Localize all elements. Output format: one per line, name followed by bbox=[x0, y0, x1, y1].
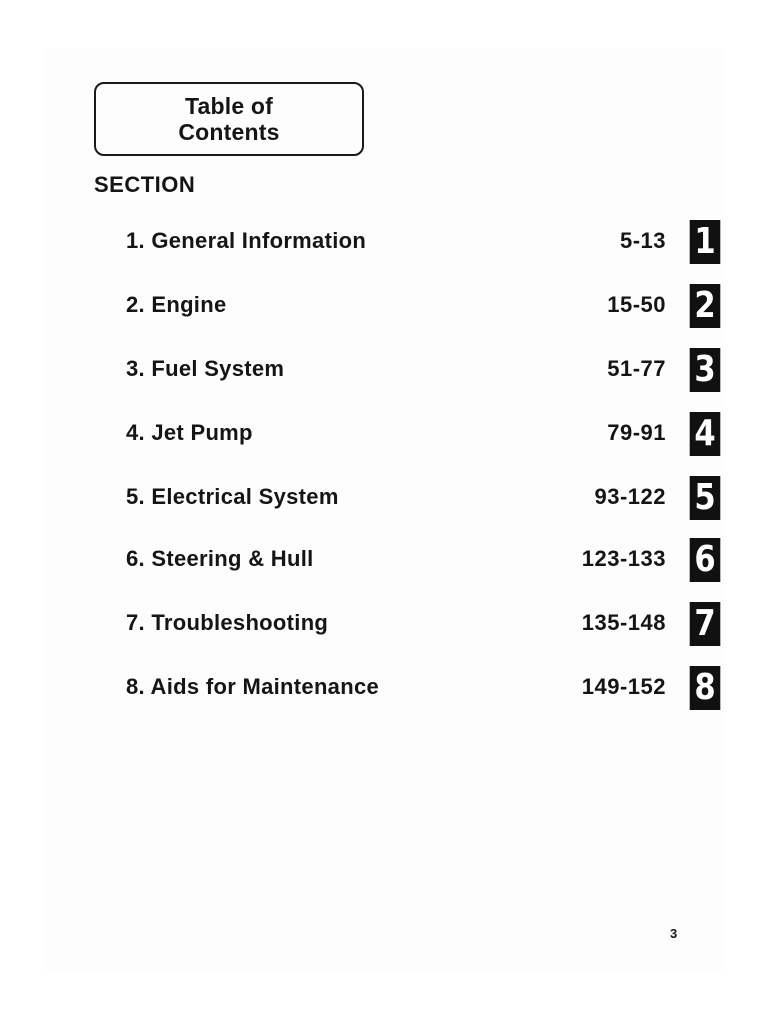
toc-entry-label: 8. Aids for Maintenance bbox=[126, 674, 380, 699]
table-of-contents-title bbox=[154, 93, 304, 145]
toc-entry-electrical-system[interactable] bbox=[0, 476, 768, 520]
section-tab-marker: 4 bbox=[690, 412, 721, 456]
toc-entry-jet-pump[interactable] bbox=[0, 412, 768, 456]
toc-entry-pages: 15-50 bbox=[607, 292, 666, 317]
toc-entry-pages: 5-13 bbox=[619, 228, 666, 253]
section-tab-marker: 1 bbox=[690, 220, 721, 264]
title-line-1: Table of bbox=[184, 93, 274, 119]
toc-entry-label: 5. Electrical System bbox=[126, 484, 339, 509]
toc-entry-steering-hull[interactable] bbox=[0, 538, 768, 582]
toc-entry-label: 1. General Information bbox=[126, 228, 367, 253]
toc-entry-pages: 79-91 bbox=[607, 420, 666, 445]
section-tab-marker: 5 bbox=[690, 476, 721, 520]
section-tab-marker: 7 bbox=[690, 602, 721, 646]
toc-entry-general-information[interactable] bbox=[0, 220, 768, 264]
section-tab-marker: 6 bbox=[690, 538, 721, 582]
table-of-contents-title-box bbox=[94, 82, 364, 156]
section-tab-marker: 3 bbox=[690, 348, 721, 392]
toc-entry-label: 4. Jet Pump bbox=[126, 420, 253, 445]
toc-entry-pages: 149-152 bbox=[581, 674, 666, 699]
toc-entry-label: 7. Troubleshooting bbox=[126, 610, 329, 635]
toc-entry-troubleshooting[interactable] bbox=[0, 602, 768, 646]
toc-entry-engine[interactable] bbox=[0, 284, 768, 328]
toc-entry-fuel-system[interactable] bbox=[0, 348, 768, 392]
toc-entry-label: 6. Steering & Hull bbox=[126, 546, 314, 571]
toc-entry-label: 2. Engine bbox=[126, 292, 227, 317]
toc-entry-pages: 51-77 bbox=[607, 356, 666, 381]
toc-entry-aids-for-maintenance[interactable] bbox=[0, 666, 768, 710]
page-number: 3 bbox=[670, 926, 678, 941]
toc-entry-pages: 93-122 bbox=[594, 484, 666, 509]
section-tab-marker: 2 bbox=[690, 284, 721, 328]
toc-entry-label: 3. Fuel System bbox=[126, 356, 285, 381]
section-heading: SECTION bbox=[94, 172, 196, 197]
toc-entry-pages: 135-148 bbox=[581, 610, 666, 635]
toc-entry-pages: 123-133 bbox=[581, 546, 666, 571]
title-line-2: Contents bbox=[178, 119, 280, 145]
section-tab-marker: 8 bbox=[690, 666, 721, 710]
